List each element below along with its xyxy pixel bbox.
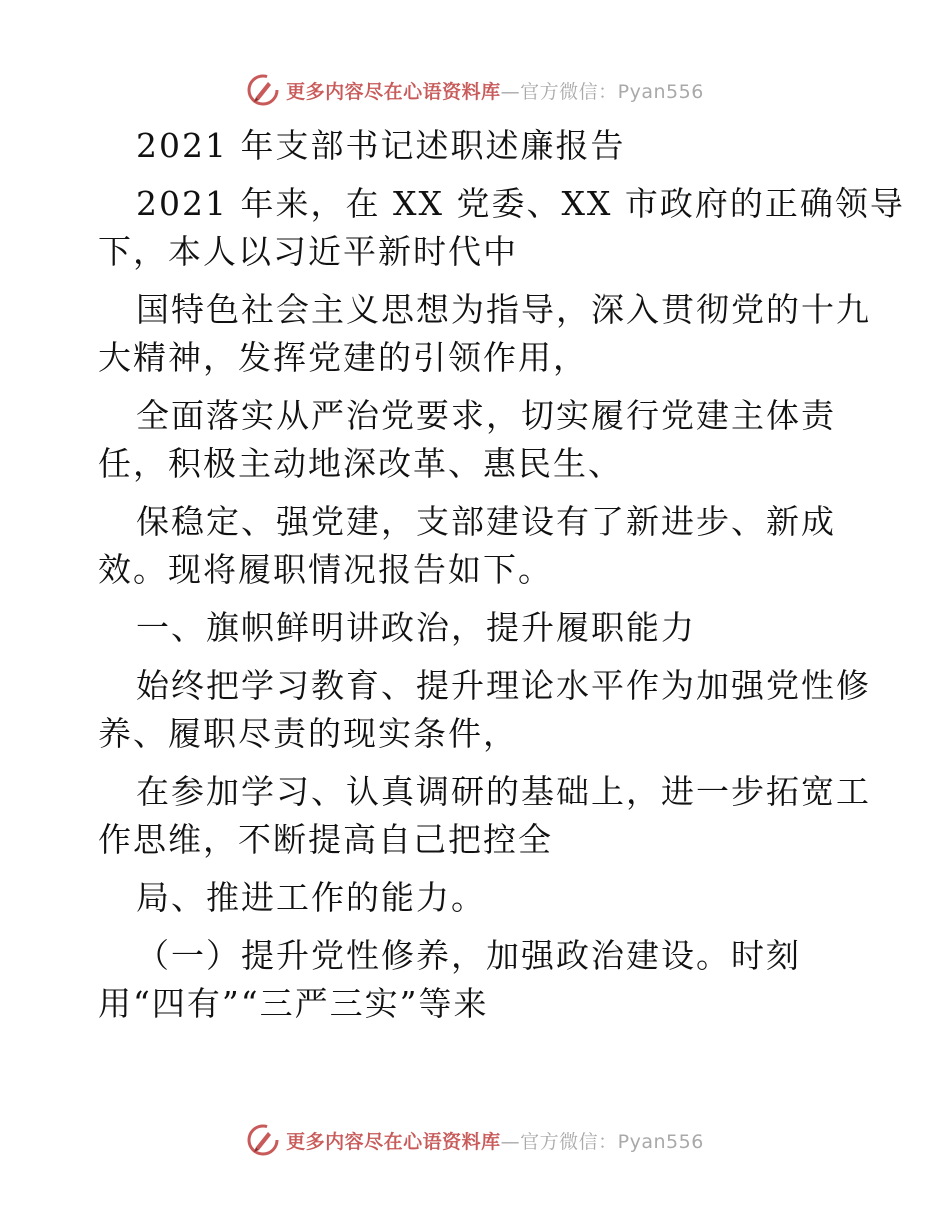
paragraph-line: 下，本人以习近平新时代中: [98, 232, 518, 271]
paragraph-line: 保稳定、强党建，支部建设有了新进步、新成: [136, 502, 836, 541]
watermark-footer-title: 更多内容尽在心语资料库: [286, 1130, 501, 1153]
document-title: 2021 年支部书记述职述廉报告: [136, 126, 626, 165]
paragraph-line: 大精神，发挥党建的引领作用，: [98, 338, 588, 377]
watermark-header-title: 更多内容尽在心语资料库: [286, 80, 501, 103]
subsection-heading: （一）提升党性修养，加强政治建设。时刻: [136, 936, 801, 975]
paragraph-line: 作思维，不断提高自己把控全: [98, 820, 553, 859]
paragraph-line: 局、推进工作的能力。: [136, 878, 486, 917]
pen-nib-logo-icon: [246, 73, 280, 107]
watermark-footer-contact: —官方微信：Pyan556: [500, 1130, 704, 1153]
paragraph-line: 养、履职尽责的现实条件，: [98, 714, 518, 753]
watermark-header-contact: —官方微信：Pyan556: [500, 80, 704, 103]
paragraph-line: 国特色社会主义思想为指导，深入贯彻党的十九: [136, 290, 871, 329]
paragraph-line: 始终把学习教育、提升理论水平作为加强党性修: [136, 666, 871, 705]
document-body: [98, 122, 905, 1028]
paragraph-line: 在参加学习、认真调研的基础上，进一步拓宽工: [136, 772, 871, 811]
paragraph-line: 全面落实从严治党要求，切实履行党建主体责: [136, 396, 836, 435]
watermark-footer: [0, 1120, 950, 1160]
section-heading: 一、旗帜鲜明讲政治，提升履职能力: [136, 608, 696, 647]
pen-nib-logo-icon: [246, 1123, 280, 1157]
paragraph-line: 任，积极主动地深改革、惠民生、: [98, 444, 623, 483]
paragraph-line: 效。现将履职情况报告如下。: [98, 550, 553, 589]
paragraph-line: 2021 年来，在 XX 党委、XX 市政府的正确领导: [136, 184, 905, 223]
paragraph-line: 用“四有”“三严三实”等来: [98, 984, 489, 1023]
watermark-header: [0, 70, 950, 110]
